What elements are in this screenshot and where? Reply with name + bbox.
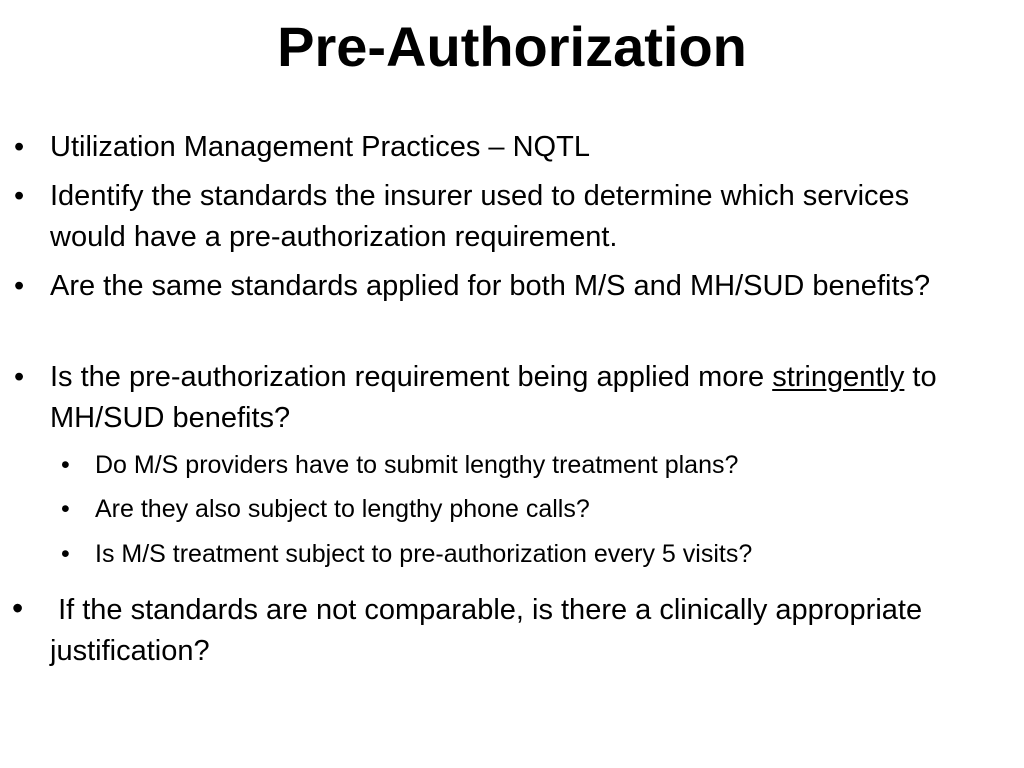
- sub-bullet-marker: •: [61, 495, 70, 523]
- bullet-marker: •: [14, 270, 25, 302]
- bullet-text: Are the same standards applied for both M/S and MH/SUD benefits?: [50, 270, 931, 302]
- emphasized-word: stringently: [772, 361, 905, 393]
- sub-bullet-item: [61, 448, 975, 482]
- sub-bullet-marker: •: [61, 540, 70, 568]
- bullet-item: [14, 266, 970, 307]
- bullet-item: [14, 176, 970, 258]
- bullet-text-end: to MH/SUD benefits?: [50, 361, 937, 434]
- bullet-item: [14, 357, 970, 439]
- sub-bullet-text: Do M/S providers have to submit lengthy treatment plans?: [95, 451, 739, 479]
- bullet-marker: •: [14, 180, 25, 212]
- bullet-text: Identify the standards the insurer used to determine which services would have a pre-authorization requirement.: [50, 180, 910, 253]
- sub-bullet-item: [61, 492, 975, 526]
- sub-bullet-item: [61, 537, 975, 571]
- bullet-item: [14, 127, 970, 168]
- bullet-text-start: Is the pre-authorization requirement being applied more: [50, 361, 773, 393]
- bullet-item: [12, 590, 970, 672]
- sub-bullet-text: Is M/S treatment subject to pre-authorization every 5 visits?: [95, 540, 753, 568]
- bullet-text: If the standards are not comparable, is there a clinically appropriate justification?: [50, 594, 931, 667]
- bullet-marker: •: [14, 131, 25, 163]
- bullet-text: Utilization Management Practices – NQTL: [50, 131, 590, 163]
- sub-bullet-marker: •: [61, 451, 70, 479]
- slide-title: Pre-Authorization: [277, 15, 747, 78]
- sub-bullet-text: Are they also subject to lengthy phone calls?: [95, 495, 590, 523]
- bullet-marker: •: [14, 361, 25, 393]
- bullet-marker: •: [12, 590, 24, 626]
